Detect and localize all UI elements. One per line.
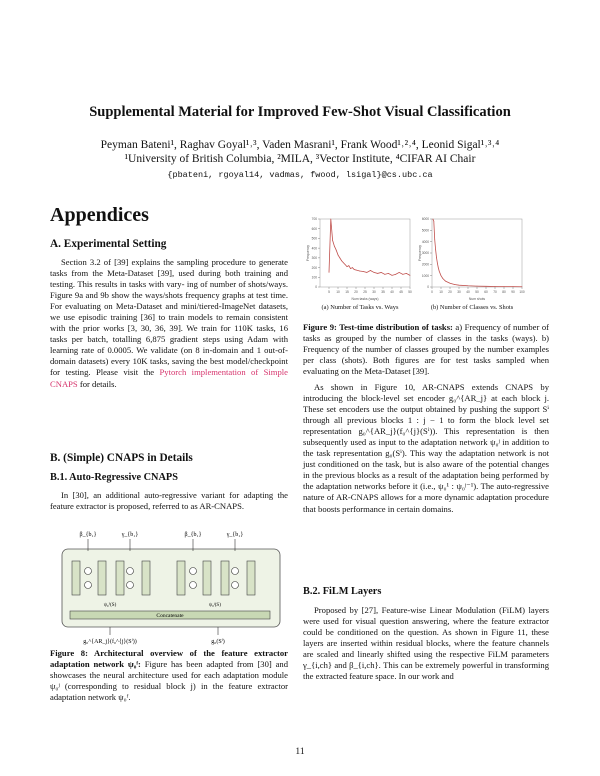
data-point — [399, 272, 400, 273]
y-tick-label: 0 — [427, 285, 429, 290]
block-2a — [177, 561, 185, 595]
x-tick-label: 100 — [519, 290, 525, 294]
block-label-2: ψ₀ʲ(S) — [209, 603, 221, 608]
section-a-text-1: Section 3.2 of [39] explains the sampling procedure to generate tasks from the Meta-Dataset [39], used during both training and testing. This results in tasks with vary- — [50, 257, 288, 290]
paper-title: Supplemental Material for Improved Few-Shot Visual Classification — [89, 104, 511, 120]
block-1d — [142, 561, 150, 595]
data-point — [370, 270, 371, 271]
block-1b — [98, 561, 106, 595]
data-point — [468, 285, 469, 286]
label-gamma-1: γ_{b₁} — [121, 532, 139, 538]
label-gamma-2: γ_{b₁} — [226, 532, 244, 538]
x-tick-label: 0 — [431, 290, 433, 294]
appendices-heading: Appendices — [50, 204, 149, 226]
right-input-label: g₀(Sⁱ) — [211, 639, 225, 645]
x-tick-label: 40 — [390, 290, 394, 294]
author-emails: {pbateni, rgoyal14, vadmas, fwood, lsigal}@cs.ubc.ca — [167, 170, 433, 180]
x-tick-label: 50 — [408, 290, 412, 294]
data-point — [454, 284, 455, 285]
op-node-5 — [190, 568, 197, 575]
section-b2-heading: B.2. FiLM Layers — [303, 586, 382, 597]
data-point — [522, 286, 523, 287]
data-point — [359, 271, 360, 272]
x-tick-label: 70 — [493, 290, 497, 294]
op-node-8 — [232, 582, 239, 589]
x-tick-label: 30 — [372, 290, 376, 294]
y-tick-label: 1000 — [421, 273, 429, 278]
page-number: 11 — [295, 747, 305, 757]
y-tick-label: 3000 — [421, 251, 429, 256]
data-point — [334, 246, 335, 247]
data-point — [436, 257, 437, 258]
y-tick-label: 4000 — [421, 239, 429, 244]
data-point — [336, 250, 337, 251]
x-tick-label: 30 — [457, 290, 461, 294]
figure-9-caption-text: a) Frequency of number of tasks as grouped by the number of classes in the tasks (ways). b) Frequency of the number of classes grouped by the number examples per class (shots). Both figures are for test tasks sampled when evaluating on the Meta-Dataset [39]. — [303, 322, 549, 376]
block-label-1: ψ₀¹(S) — [103, 603, 117, 608]
data-point — [384, 274, 385, 275]
data-point — [356, 270, 357, 271]
op-node-4 — [127, 582, 134, 589]
data-point — [366, 272, 367, 273]
x-tick-label: 35 — [381, 290, 385, 294]
figure-8-diagram — [58, 527, 286, 645]
op-node-2 — [85, 582, 92, 589]
section-b1-right-body — [303, 382, 549, 515]
y-tick-label: 600 — [311, 226, 317, 231]
x-tick-label: 90 — [511, 290, 515, 294]
block-1c — [116, 561, 124, 595]
author-block — [0, 138, 600, 166]
figure-8-caption — [50, 648, 288, 703]
data-point — [402, 274, 403, 275]
x-tick-label: 45 — [399, 290, 403, 294]
y-tick-label: 700 — [311, 217, 317, 222]
data-point — [445, 281, 446, 282]
y-tick-label: 300 — [311, 256, 317, 261]
data-point — [495, 286, 496, 287]
figure-9b-subcaption: (b) Number of Classes vs. Shots — [430, 304, 514, 311]
data-point — [410, 275, 411, 276]
data-point — [435, 249, 436, 250]
figure-9a-chart — [306, 213, 414, 301]
ar-cnaps-paragraph: As shown in Figure 10, AR-CNAPS extends CNAPS by introducing the block-level set encoder g₀^{AR_j} at each block j. These set encoders use the output obtained by pushing the support Sⁱ through all previous blocks 1 : j − 1 to form the block level set representation g₀^{AR_j}(f₀^{j}(Sⁱ)). This representation is then subsequently used as input to the adaptation network ψ₀ʲ in addition to the task representation g₀(Sⁱ). This way the adaptation network is not just conditioned on the task, but is also aware of the potential changes in the previous blocks as a result of the adaptation being performed by the adaptation networks before it (i.e., ψ₀¹ : ψ₀ʲ⁻¹). The auto-regressive nature of AR-CNAPS allows for a more dynamic adaptation procedure that boosts performance in certain domains. — [303, 382, 549, 514]
data-point — [513, 286, 514, 287]
y-tick-label: 400 — [311, 246, 317, 251]
figure-9b-chart — [418, 213, 526, 301]
y-axis-label: Frequency — [306, 244, 310, 262]
x-tick-label: 20 — [448, 290, 452, 294]
op-node-7 — [232, 568, 239, 575]
label-beta-2: β_{b₁} — [184, 532, 202, 538]
x-tick-label: 5 — [328, 290, 330, 294]
x-axis-label: Num tasks (ways) — [351, 297, 379, 301]
data-point — [395, 274, 396, 275]
y-tick-label: 6000 — [421, 217, 429, 222]
x-tick-label: 25 — [363, 290, 367, 294]
data-point — [352, 267, 353, 268]
data-point — [438, 267, 439, 268]
x-axis-label: Num shots — [468, 297, 486, 301]
figure-9a-subcaption: (a) Number of Tasks vs. Ways — [321, 304, 399, 311]
data-point — [477, 286, 478, 287]
data-point — [354, 269, 355, 270]
section-a-text-2: ing of number of shots/ways. Figure 9a and 9b show the ways/shots frequency graphs at test time. For evaluating on Meta-Dataset and mini/tiered-ImageNet datasets, we use episodic training [36] to train models to remain consistent with the prior works [3, 30, 36, 39]. We train for 110K tasks, 16 tasks per batch, totalling 6,875 gradient steps using Adam with learning rate of 0.0005. We validate (on 8 in-domain and 1 out-of-domain datasets) every 10K tasks, saving the best model/checkpoint for testing. Please visit the — [50, 279, 289, 378]
block-1a — [72, 561, 80, 595]
plot-area-b — [432, 219, 522, 287]
data-point — [388, 273, 389, 274]
section-a-text-3: for details. — [79, 378, 117, 389]
data-point — [374, 272, 375, 273]
block-2b — [203, 561, 211, 595]
figure-9-caption-bold: Figure 9: Test-time distribution of tasks: — [303, 322, 453, 332]
figure-8-caption-text: Figure has been adapted from [30] and showcases the neural architecture used for each adaptation module ψ₀ʲ (corresponding to residual block j) in the feature extractor adaptation network ψ₀ᶠ. — [50, 659, 288, 702]
figure-8-caption-bold: Figure 8: Architectural overview of the feature extractor adaptation network ψ₀ᶠ: — [50, 648, 288, 669]
data-point — [459, 285, 460, 286]
data-point — [441, 275, 442, 276]
y-tick-label: 500 — [311, 236, 317, 241]
section-b1-text: In [30], an additional auto-regressive variant for adapting the feature extractor is proposed, referred to as AR-CNAPS. — [50, 490, 288, 512]
data-point — [439, 271, 440, 272]
authors-line: Peyman Bateni¹, Raghav Goyal¹˒³, Vaden Masrani¹, Frank Wood¹˒²˒⁴, Leonid Sigal¹˒³˒⁴ — [100, 139, 500, 151]
section-a-heading: A. Experimental Setting — [50, 238, 167, 250]
data-point — [504, 286, 505, 287]
data-point — [329, 272, 330, 273]
y-axis-label: Frequency — [418, 244, 422, 262]
section-b1-heading: B.1. Auto-Regressive CNAPS — [50, 472, 178, 483]
block-2d — [247, 561, 255, 595]
data-point — [330, 219, 331, 220]
data-point — [339, 258, 340, 259]
data-point — [347, 266, 348, 267]
data-point — [433, 221, 434, 222]
op-node-3 — [127, 568, 134, 575]
data-point — [392, 275, 393, 276]
op-node-1 — [85, 568, 92, 575]
film-paragraph: Proposed by [27], Feature-wise Linear Modulation (FiLM) layers were used for visual question answering, where the feature extractor could be conditioned on the question. As shown in Figure 11, these layers are inserted within residual blocks, where the feature channels are scaled and linearly shifted using the respective FiLM parameters γ_{i,ch} and β_{i,ch}. This can be extremely powerful in transforming the extracted feature space. In our work and — [303, 605, 549, 682]
label-beta-1: β_{b₁} — [79, 532, 97, 538]
data-point — [406, 273, 407, 274]
x-tick-label: 60 — [484, 290, 488, 294]
data-point — [341, 260, 342, 261]
op-node-6 — [190, 582, 197, 589]
y-tick-label: 100 — [311, 275, 317, 280]
section-b-heading: B. (Simple) CNAPS in Details — [50, 452, 193, 464]
section-a-body — [50, 257, 288, 390]
data-point — [437, 263, 438, 264]
data-point — [434, 239, 435, 240]
plot-area-a — [320, 219, 410, 287]
left-input-label: g₀^{AR_j}(f₀^{j}(Sⁱ)) — [83, 639, 137, 645]
concatenate-label: Concatenate — [156, 613, 184, 619]
section-b2-body — [303, 605, 549, 682]
x-tick-label: 15 — [345, 290, 349, 294]
data-point — [433, 219, 434, 220]
x-tick-label: 20 — [354, 290, 358, 294]
x-tick-label: 80 — [502, 290, 506, 294]
data-point — [350, 268, 351, 269]
block-2c — [221, 561, 229, 595]
data-point — [332, 240, 333, 241]
y-tick-label: 200 — [311, 265, 317, 270]
x-tick-label: 40 — [466, 290, 470, 294]
y-tick-label: 5000 — [421, 228, 429, 233]
data-point — [345, 264, 346, 265]
x-tick-label: 10 — [336, 290, 340, 294]
y-tick-label: 0 — [315, 285, 317, 290]
pytorch-implementation-link[interactable]: Pytorch implementation of Simple CNAPS — [50, 367, 288, 389]
data-point — [363, 271, 364, 272]
data-point — [442, 278, 443, 279]
data-point — [348, 265, 349, 266]
x-tick-label: 10 — [439, 290, 443, 294]
data-point — [486, 286, 487, 287]
data-point — [377, 273, 378, 274]
x-tick-label: 50 — [475, 290, 479, 294]
affiliations-line: ¹University of British Columbia, ²MILA, ³Vector Institute, ⁴CIFAR AI Chair — [124, 153, 476, 165]
section-b1-body — [50, 490, 288, 512]
data-point — [338, 255, 339, 256]
y-tick-label: 2000 — [421, 262, 429, 267]
figure-9-caption — [303, 322, 549, 377]
data-point — [343, 262, 344, 263]
data-point — [450, 283, 451, 284]
data-point — [381, 272, 382, 273]
